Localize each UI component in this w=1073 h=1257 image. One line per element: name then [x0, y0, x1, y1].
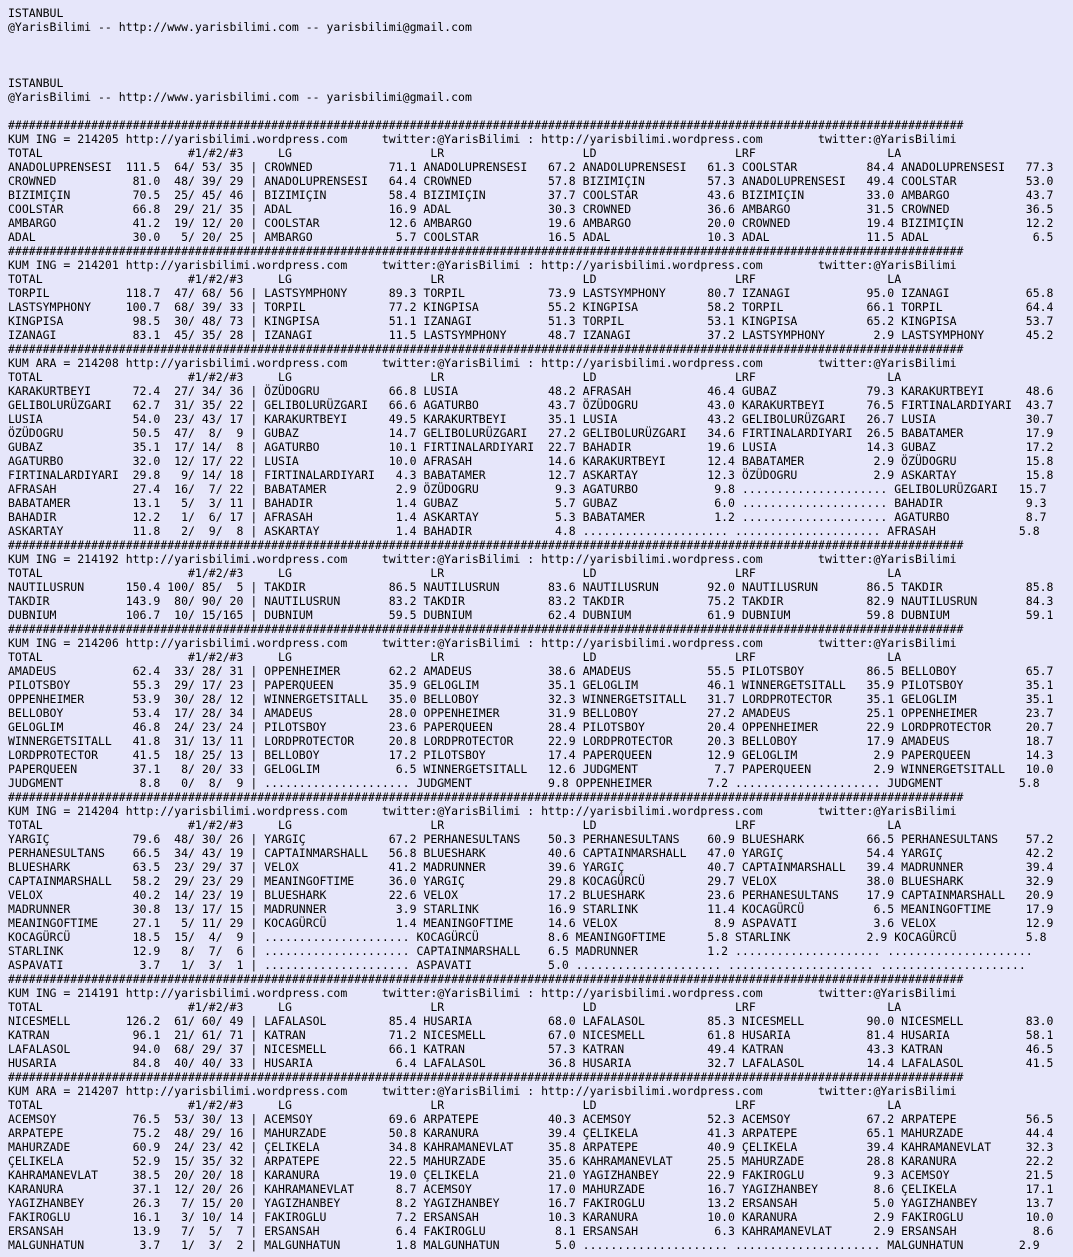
- horse-row: VELOX 40.2 14/ 23/ 19 | BLUESHARK 22.6 VELOX 17.2 BLUESHARK 23.6 PERHANESULTANS 17.9 CAPTAINMARSHALL 20.9: [8, 888, 1054, 902]
- horse-row: BABATAMER 13.1 5/ 3/ 11 | BAHADIR 1.4 GUBAZ 5.7 GUBAZ 6.0 ..................... BAHADIR 9.3: [8, 496, 1047, 510]
- horse-row: GELOGLIM 46.8 24/ 23/ 24 | PILOTSBOY 23.6 PAPERQUEEN 28.4 PILOTSBOY 20.4 OPPENHEIMER 22.9 LORDPROTECTOR 20.7: [8, 720, 1054, 734]
- horse-row: YARGIÇ 79.6 48/ 30/ 26 | YARGIÇ 67.2 PERHANESULTANS 50.3 PERHANESULTANS 60.9 BLUESHARK 66.5 PERHANESULTANS 57.2: [8, 832, 1054, 846]
- horse-row: LUSIA 54.0 23/ 43/ 17 | KARAKURTBEYI 49.5 KARAKURTBEYI 35.1 LUSIA 43.2 GELIBOLURÜZGARI 26.7 LUSIA 30.7: [8, 412, 1054, 426]
- horse-row: ASKARTAY 11.8 2/ 9/ 8 | ASKARTAY 1.4 BAHADIR 4.8 ..................... ..................... AFRASAH 5.8: [8, 524, 1040, 538]
- contact-line: @YarisBilimi -- http://www.yarisbilimi.com -- yarisbilimi@gmail.com: [8, 20, 472, 34]
- horse-row: WINNERGETSITALL 41.8 31/ 13/ 11 | LORDPROTECTOR 20.8 LORDPROTECTOR 22.9 LORDPROTECTOR 20.3 BELLOBOY 17.9 AMADEUS 18.7: [8, 734, 1054, 748]
- separator-line: ##########################################################################################################################################: [8, 244, 964, 258]
- horse-row: FIRTINALARDIYARI 29.8 9/ 14/ 18 | FIRTINALARDIYARI 4.3 BABATAMER 12.7 ASKARTAY 12.3 ÖZÜDOGRU 2.9 ASKARTAY 15.8: [8, 468, 1054, 482]
- separator-line: ##########################################################################################################################################: [8, 342, 964, 356]
- horse-row: AMBARGO 41.2 19/ 12/ 20 | COOLSTAR 12.6 AMBARGO 19.6 AMBARGO 20.0 CROWNED 19.4 BIZIMIÇIN 12.2: [8, 216, 1054, 230]
- horse-row: KOCAGÜRCÜ 18.5 15/ 4/ 9 | ..................... KOCAGÜRCÜ 8.6 MEANINGOFTIME 5.8 STARLINK 2.9 KOCAGÜRCÜ 5.8: [8, 930, 1047, 944]
- separator-line: ##########################################################################################################################################: [8, 1070, 964, 1084]
- horse-row: NICESMELL 126.2 61/ 60/ 49 | LAFALASOL 85.4 HUSARIA 68.0 LAFALASOL 85.3 NICESMELL 90.0 NICESMELL 83.0: [8, 1014, 1054, 1028]
- horse-row: GELIBOLURÜZGARI 62.7 31/ 35/ 22 | GELIBOLURÜZGARI 66.6 AGATURBO 43.7 ÖZÜDOGRU 43.0 KARAKURTBEYI 76.5 FIRTINALARDIYARI 43.7: [8, 398, 1054, 412]
- race-header-line: KUM ING = 214192 http://yarisbilimi.wordpress.com twitter:@YarisBilimi : http://yarisbilimi.wordpress.com twitter:@YarisBilimi: [8, 552, 957, 566]
- race-header-line: KUM ING = 214191 http://yarisbilimi.wordpress.com twitter:@YarisBilimi : http://yarisbilimi.wordpress.com twitter:@YarisBilimi: [8, 986, 957, 1000]
- column-header-line: TOTAL #1/#2/#3 LG LR LD LRF LA: [8, 818, 902, 832]
- race-header-line: KUM ING = 214205 http://yarisbilimi.wordpress.com twitter:@YarisBilimi : http://yarisbilimi.wordpress.com twitter:@YarisBilimi: [8, 132, 957, 146]
- column-header-line: TOTAL #1/#2/#3 LG LR LD LRF LA: [8, 650, 902, 664]
- horse-row: GUBAZ 35.1 17/ 14/ 8 | AGATURBO 10.1 FIRTINALARDIYARI 22.7 BAHADIR 19.6 LUSIA 14.3 GUBAZ 17.2: [8, 440, 1054, 454]
- city-title: ISTANBUL: [8, 6, 64, 20]
- city-title: ISTANBUL: [8, 76, 64, 90]
- column-header-line: TOTAL #1/#2/#3 LG LR LD LRF LA: [8, 1000, 902, 1014]
- horse-row: TAKDIR 143.9 80/ 90/ 20 | NAUTILUSRUN 83.2 TAKDIR 83.2 TAKDIR 75.2 TAKDIR 82.9 NAUTILUSRUN 84.3: [8, 594, 1054, 608]
- horse-row: DUBNIUM 106.7 10/ 15/165 | DUBNIUM 59.5 DUBNIUM 62.4 DUBNIUM 61.9 DUBNIUM 59.8 DUBNIUM 59.1: [8, 608, 1054, 622]
- column-header-line: TOTAL #1/#2/#3 LG LR LD LRF LA: [8, 1098, 902, 1112]
- horse-row: TORPIL 118.7 47/ 68/ 56 | LASTSYMPHONY 89.3 TORPIL 73.9 LASTSYMPHONY 80.7 IZANAGI 95.0 IZANAGI 65.8: [8, 286, 1054, 300]
- horse-row: KINGPISA 98.5 30/ 48/ 73 | KINGPISA 51.1 IZANAGI 51.3 TORPIL 53.1 KINGPISA 65.2 KINGPISA 53.7: [8, 314, 1054, 328]
- horse-row: HUSARIA 84.8 40/ 40/ 33 | HUSARIA 6.4 LAFALASOL 36.8 HUSARIA 32.7 LAFALASOL 14.4 LAFALASOL 41.5: [8, 1056, 1054, 1070]
- blank-line: [8, 48, 1073, 62]
- horse-row: KARAKURTBEYI 72.4 27/ 34/ 36 | ÖZÜDOGRU 66.8 LUSIA 48.2 AFRASAH 46.4 GUBAZ 79.3 KARAKURTBEYI 48.6: [8, 384, 1054, 398]
- horse-row: PERHANESULTANS 66.5 34/ 43/ 19 | CAPTAINMARSHALL 56.8 BLUESHARK 40.6 CAPTAINMARSHALL 47.0 YARGIÇ 54.4 YARGIÇ 42.2: [8, 846, 1054, 860]
- blank-line: [8, 104, 1073, 118]
- horse-row: MAHURZADE 60.9 24/ 23/ 42 | ÇELIKELA 34.8 KAHRAMANEVLAT 35.8 ARPATEPE 40.9 ÇELIKELA 39.4 KAHRAMANEVLAT 32.3: [8, 1140, 1054, 1154]
- horse-row: LASTSYMPHONY 100.7 68/ 39/ 33 | TORPIL 77.2 KINGPISA 55.2 KINGPISA 58.2 TORPIL 66.1 TORPIL 64.4: [8, 300, 1054, 314]
- separator-line: ##########################################################################################################################################: [8, 972, 964, 986]
- column-header-line: TOTAL #1/#2/#3 LG LR LD LRF LA: [8, 370, 902, 384]
- horse-row: IZANAGI 83.1 45/ 35/ 28 | IZANAGI 11.5 LASTSYMPHONY 48.7 IZANAGI 37.2 LASTSYMPHONY 2.9 LASTSYMPHONY 45.2: [8, 328, 1054, 342]
- column-header-line: TOTAL #1/#2/#3 LG LR LD LRF LA: [8, 272, 902, 286]
- horse-row: LAFALASOL 94.0 68/ 29/ 37 | NICESMELL 66.1 KATRAN 57.3 KATRAN 49.4 KATRAN 43.3 KATRAN 46.5: [8, 1042, 1054, 1056]
- horse-row: CROWNED 81.0 48/ 39/ 29 | ANADOLUPRENSESI 64.4 CROWNED 57.8 BIZIMIÇIN 57.3 ANADOLUPRENSESI 49.4 COOLSTAR 53.0: [8, 174, 1054, 188]
- separator-line: ##########################################################################################################################################: [8, 538, 964, 552]
- horse-row: AGATURBO 32.0 12/ 17/ 22 | LUSIA 10.0 AFRASAH 14.6 KARAKURTBEYI 12.4 BABATAMER 2.9 ÖZÜDOGRU 15.8: [8, 454, 1054, 468]
- horse-row: NAUTILUSRUN 150.4 100/ 85/ 5 | TAKDIR 86.5 NAUTILUSRUN 83.6 NAUTILUSRUN 92.0 NAUTILUSRUN 86.5 TAKDIR 85.8: [8, 580, 1054, 594]
- race-header-line: KUM ARA = 214208 http://yarisbilimi.wordpress.com twitter:@YarisBilimi : http://yarisbilimi.wordpress.com twitter:@YarisBilimi: [8, 356, 957, 370]
- horse-row: PILOTSBOY 55.3 29/ 17/ 23 | PAPERQUEEN 35.9 GELOGLIM 35.1 GELOGLIM 46.1 WINNERGETSITALL 35.9 PILOTSBOY 35.1: [8, 678, 1054, 692]
- horse-row: AFRASAH 27.4 16/ 7/ 22 | BABATAMER 2.9 ÖZÜDOGRU 9.3 AGATURBO 9.8 ..................... GELIBOLURÜZGARI 15.7: [8, 482, 1047, 496]
- horse-row: ERSANSAH 13.9 7/ 5/ 7 | ERSANSAH 6.4 FAKIROGLU 8.1 ERSANSAH 6.3 KAHRAMANEVLAT 2.9 ERSANSAH 8.6: [8, 1224, 1054, 1238]
- horse-row: MADRUNNER 30.8 13/ 17/ 15 | MADRUNNER 3.9 STARLINK 16.9 STARLINK 11.4 KOCAGÜRCÜ 6.5 MEANINGOFTIME 17.9: [8, 902, 1054, 916]
- horse-row: ÇELIKELA 52.9 15/ 35/ 32 | ARPATEPE 22.5 MAHURZADE 35.6 KAHRAMANEVLAT 25.5 MAHURZADE 28.8 KARANURA 22.2: [8, 1154, 1054, 1168]
- horse-row: ADAL 30.0 5/ 20/ 25 | AMBARGO 5.7 COOLSTAR 16.5 ADAL 10.3 ADAL 11.5 ADAL 6.5: [8, 230, 1054, 244]
- horse-row: OPPENHEIMER 53.9 30/ 28/ 12 | WINNERGETSITALL 35.0 BELLOBOY 32.3 WINNERGETSITALL 31.7 LORDPROTECTOR 35.1 GELOGLIM 35.1: [8, 692, 1054, 706]
- horse-row: KARANURA 37.1 12/ 20/ 26 | KAHRAMANEVLAT 8.7 ACEMSOY 17.0 MAHURZADE 16.7 YAGIZHANBEY 8.6 ÇELIKELA 17.1: [8, 1182, 1054, 1196]
- blank-line: [8, 34, 1073, 48]
- horse-row: ASPAVATI 3.7 1/ 3/ 1 | ..................... ASPAVATI 5.0 ..................... ..................... .....................: [8, 958, 1026, 972]
- horse-row: ARPATEPE 75.2 48/ 29/ 16 | MAHURZADE 50.8 KARANURA 39.4 ÇELIKELA 41.3 ARPATEPE 65.1 MAHURZADE 44.4: [8, 1126, 1054, 1140]
- separator-line: ##########################################################################################################################################: [8, 118, 964, 132]
- horse-row: JUDGMENT 8.8 0/ 8/ 9 | ..................... JUDGMENT 9.8 OPPENHEIMER 7.2 ..................... JUDGMENT 5.8: [8, 776, 1040, 790]
- horse-row: LORDPROTECTOR 41.5 18/ 25/ 13 | BELLOBOY 17.2 PILOTSBOY 17.4 PAPERQUEEN 12.9 GELOGLIM 2.9 PAPERQUEEN 14.3: [8, 748, 1054, 762]
- contact-line: @YarisBilimi -- http://www.yarisbilimi.com -- yarisbilimi@gmail.com: [8, 90, 472, 104]
- race-header-line: KUM ING = 214206 http://yarisbilimi.wordpress.com twitter:@YarisBilimi : http://yarisbilimi.wordpress.com twitter:@YarisBilimi: [8, 636, 957, 650]
- horse-row: YAGIZHANBEY 26.3 7/ 15/ 20 | YAGIZHANBEY 8.2 YAGIZHANBEY 16.7 FAKIROGLU 13.2 ERSANSAH 5.0 YAGIZHANBEY 13.7: [8, 1196, 1054, 1210]
- horse-row: KAHRAMANEVLAT 38.5 20/ 20/ 18 | KARANURA 19.0 ÇELIKELA 21.0 YAGIZHANBEY 22.9 FAKIROGLU 9.3 ACEMSOY 21.5: [8, 1168, 1054, 1182]
- separator-line: ##########################################################################################################################################: [8, 622, 964, 636]
- horse-row: MALGUNHATUN 3.7 1/ 3/ 2 | MALGUNHATUN 1.8 MALGUNHATUN 5.0 ..................... ..................... MALGUNHATUN 2.9: [8, 1238, 1040, 1252]
- horse-row: BIZIMIÇIN 70.5 25/ 45/ 46 | BIZIMIÇIN 58.4 BIZIMIÇIN 37.7 COOLSTAR 43.6 BIZIMIÇIN 33.0 AMBARGO 43.7: [8, 188, 1054, 202]
- race-header-line: KUM ARA = 214207 http://yarisbilimi.wordpress.com twitter:@YarisBilimi : http://yarisbilimi.wordpress.com twitter:@YarisBilimi: [8, 1084, 957, 1098]
- horse-row: CAPTAINMARSHALL 58.2 29/ 23/ 29 | MEANINGOFTIME 36.0 YARGIÇ 29.8 KOCAGÜRCÜ 29.7 VELOX 38.0 BLUESHARK 32.9: [8, 874, 1054, 888]
- horse-row: AMADEUS 62.4 33/ 28/ 31 | OPPENHEIMER 62.2 AMADEUS 38.6 AMADEUS 55.5 PILOTSBOY 86.5 BELLOBOY 65.7: [8, 664, 1054, 678]
- column-header-line: TOTAL #1/#2/#3 LG LR LD LRF LA: [8, 146, 902, 160]
- horse-row: STARLINK 12.9 8/ 7/ 6 | ..................... CAPTAINMARSHALL 6.5 MADRUNNER 1.2 ..................... .....................: [8, 944, 1033, 958]
- horse-row: ÖZÜDOGRU 50.5 47/ 8/ 9 | GUBAZ 14.7 GELIBOLURÜZGARI 27.2 GELIBOLURÜZGARI 34.6 FIRTINALARDIYARI 26.5 BABATAMER 17.9: [8, 426, 1054, 440]
- column-header-line: TOTAL #1/#2/#3 LG LR LD LRF LA: [8, 566, 902, 580]
- separator-line: ##########################################################################################################################################: [8, 790, 964, 804]
- race-header-line: KUM ING = 214204 http://yarisbilimi.wordpress.com twitter:@YarisBilimi : http://yarisbilimi.wordpress.com twitter:@YarisBilimi: [8, 804, 957, 818]
- race-header-line: KUM ING = 214201 http://yarisbilimi.wordpress.com twitter:@YarisBilimi : http://yarisbilimi.wordpress.com twitter:@YarisBilimi: [8, 258, 957, 272]
- horse-row: COOLSTAR 66.8 29/ 21/ 35 | ADAL 16.9 ADAL 30.3 CROWNED 36.6 AMBARGO 31.5 CROWNED 36.5: [8, 202, 1054, 216]
- blank-line: [8, 62, 1073, 76]
- horse-row: KATRAN 96.1 21/ 61/ 71 | KATRAN 71.2 NICESMELL 67.0 NICESMELL 61.8 HUSARIA 81.4 HUSARIA 58.1: [8, 1028, 1054, 1042]
- horse-row: BAHADIR 12.2 1/ 6/ 17 | AFRASAH 1.4 ASKARTAY 5.3 BABATAMER 1.2 ..................... AGATURBO 8.7: [8, 510, 1047, 524]
- horse-row: ANADOLUPRENSESI 111.5 64/ 53/ 35 | CROWNED 71.1 ANADOLUPRENSESI 67.2 ANADOLUPRENSESI 61.3 COOLSTAR 84.4 ANADOLUPRENSESI 77.3: [8, 160, 1054, 174]
- horse-row: MEANINGOFTIME 27.1 5/ 11/ 29 | KOCAGÜRCÜ 1.4 MEANINGOFTIME 14.6 VELOX 8.9 ASPAVATI 3.6 VELOX 12.9: [8, 916, 1054, 930]
- horse-row: BLUESHARK 63.5 23/ 29/ 37 | VELOX 41.2 MADRUNNER 39.6 YARGIÇ 40.7 CAPTAINMARSHALL 39.4 MADRUNNER 39.4: [8, 860, 1054, 874]
- horse-row: FAKIROGLU 16.1 3/ 10/ 14 | FAKIROGLU 7.2 ERSANSAH 10.3 KARANURA 10.0 KARANURA 2.9 FAKIROGLU 10.0: [8, 1210, 1054, 1224]
- horse-row: ACEMSOY 76.5 53/ 30/ 13 | ACEMSOY 69.6 ARPATEPE 40.3 ACEMSOY 52.3 ACEMSOY 67.2 ARPATEPE 56.5: [8, 1112, 1054, 1126]
- horse-row: PAPERQUEEN 37.1 8/ 20/ 33 | GELOGLIM 6.5 WINNERGETSITALL 12.6 JUDGMENT 7.7 PAPERQUEEN 2.9 WINNERGETSITALL 10.0: [8, 762, 1054, 776]
- horse-row: BELLOBOY 53.4 17/ 28/ 34 | AMADEUS 28.0 OPPENHEIMER 31.9 BELLOBOY 27.2 AMADEUS 25.1 OPPENHEIMER 23.7: [8, 706, 1054, 720]
